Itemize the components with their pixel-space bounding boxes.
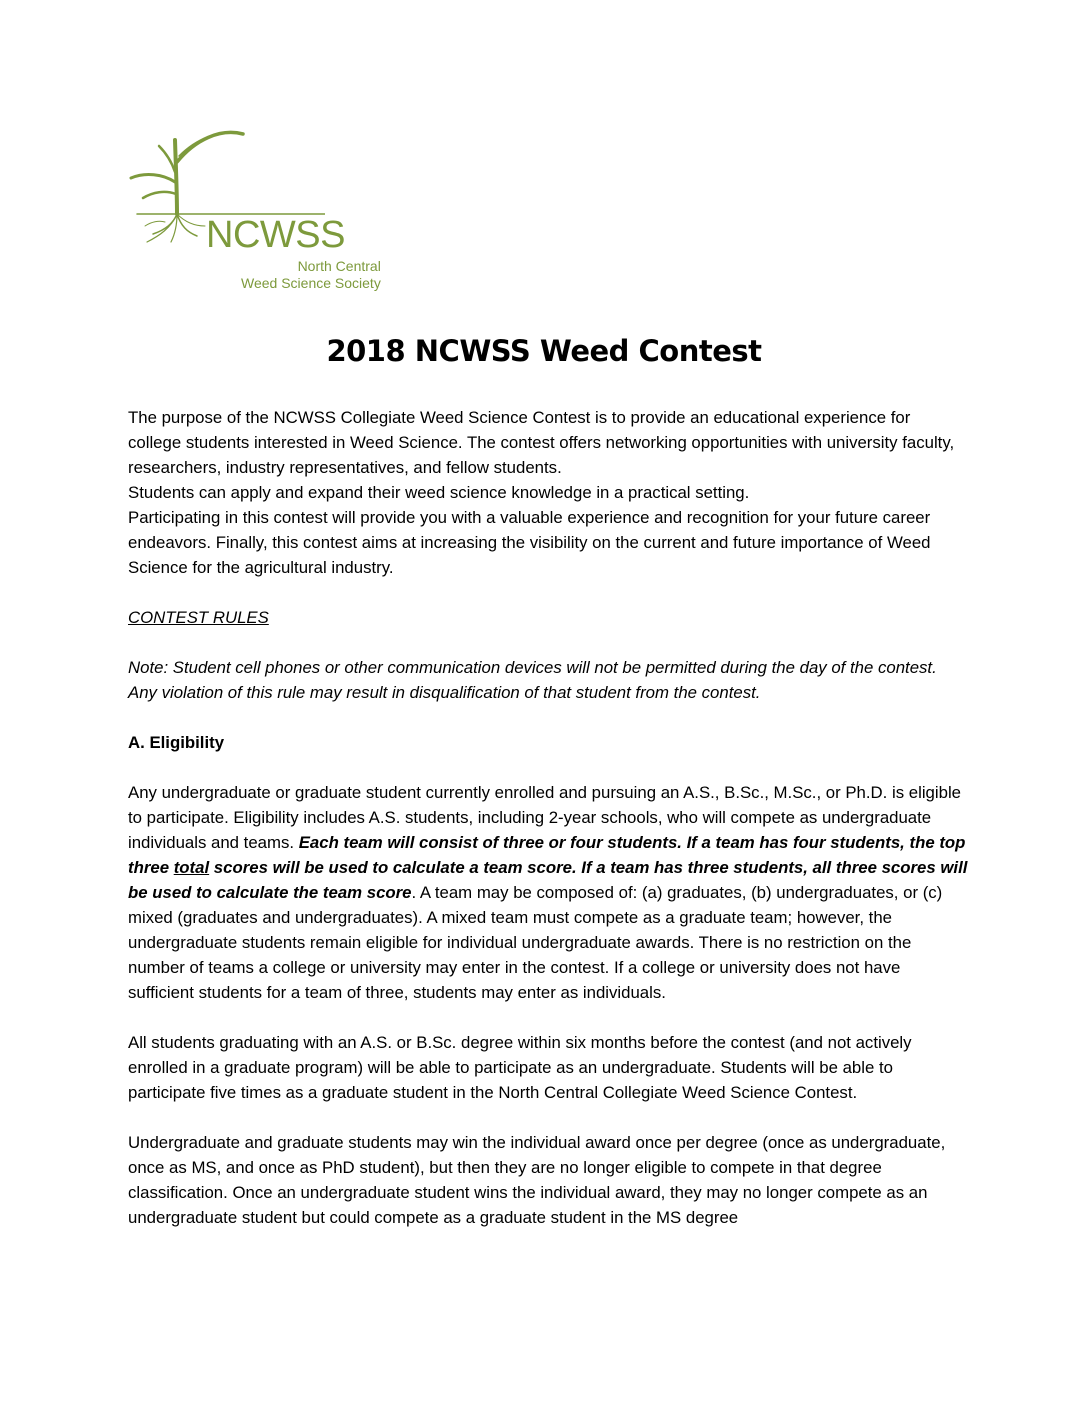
logo-subtitle-line-2: Weed Science Society — [241, 275, 381, 291]
contest-rules-heading-text: CONTEST RULES — [128, 608, 269, 627]
eligibility-paragraph-3: Undergraduate and graduate students may win the individual award once per degree (once as undergraduate, once as MS, and once as PhD student), but then they are no longer eligible to compete in that degree classification. Once an undergraduate student wins the individual award, they may no longer compete as an undergraduate student but could compete as a graduate student in the MS degree — [128, 1133, 946, 1227]
eligibility-text-2: . A team may be composed of: (a) graduates, (b) undergraduates, or (c) mixed (graduates and undergraduates). A mixed team must compete as a graduate team; however, the undergraduate students remain eligible for individual undergraduate awards. There is no restriction on the number of teams a college or university may enter in the contest. If a college or university does not have sufficient students for a team of three, students may enter as individuals. — [128, 883, 943, 1002]
contest-rules-heading — [128, 605, 968, 630]
logo-wordmark: NCWSS — [206, 214, 345, 256]
team-rule-total: total — [173, 858, 210, 877]
logo-subtitle — [241, 258, 381, 292]
eligibility-text-1: Any undergraduate or graduate student currently enrolled and pursuing an A.S., B.Sc., M.Sc., or Ph.D. is eligible to participate. Eligibility includes A.S. students, including 2-year schools, who will compete as undergraduate individuals and teams. — [128, 783, 962, 852]
team-rule-text-1: Each team will consist of three or four students. If a team has four students, the top three — [128, 833, 966, 877]
eligibility-paragraph-1 — [128, 780, 968, 1005]
document-body — [128, 405, 968, 1230]
section-a-heading: A. Eligibility — [128, 733, 225, 752]
team-rule-text-2: scores will be used to calculate a team score. If a team has three students, all three scores will be used to calculate the team score — [128, 858, 968, 902]
intro-paragraph-3: Participating in this contest will provide you with a valuable experience and recognition for your future career endeavors. Finally, this contest aims at increasing the visibility on the current and future importance of Weed Science for the agricultural industry. — [128, 508, 931, 577]
page-title: 2018 NCWSS Weed Contest — [326, 334, 762, 368]
note-paragraph: Note: Student cell phones or other communication devices will not be permitted during the day of the contest. Any violation of this rule may result in disqualification of that student from the contest. — [128, 658, 937, 702]
intro-paragraph-2: Students can apply and expand their weed science knowledge in a practical setting. — [128, 483, 750, 502]
ncwss-logo — [125, 122, 381, 297]
intro-paragraph-1: The purpose of the NCWSS Collegiate Weed Science Contest is to provide an educational experience for college students interested in Weed Science. The contest offers networking opportunities with university faculty, researchers, industry representatives, and fellow students. — [128, 408, 955, 477]
logo-subtitle-line-1: North Central — [297, 258, 381, 274]
eligibility-paragraph-2: All students graduating with an A.S. or B.Sc. degree within six months before the contest (and not actively enrolled in a graduate program) will be able to participate as an undergraduate. Students will be able to participate five times as a graduate student in the North Central Collegiate Weed Science Contest. — [128, 1033, 912, 1102]
